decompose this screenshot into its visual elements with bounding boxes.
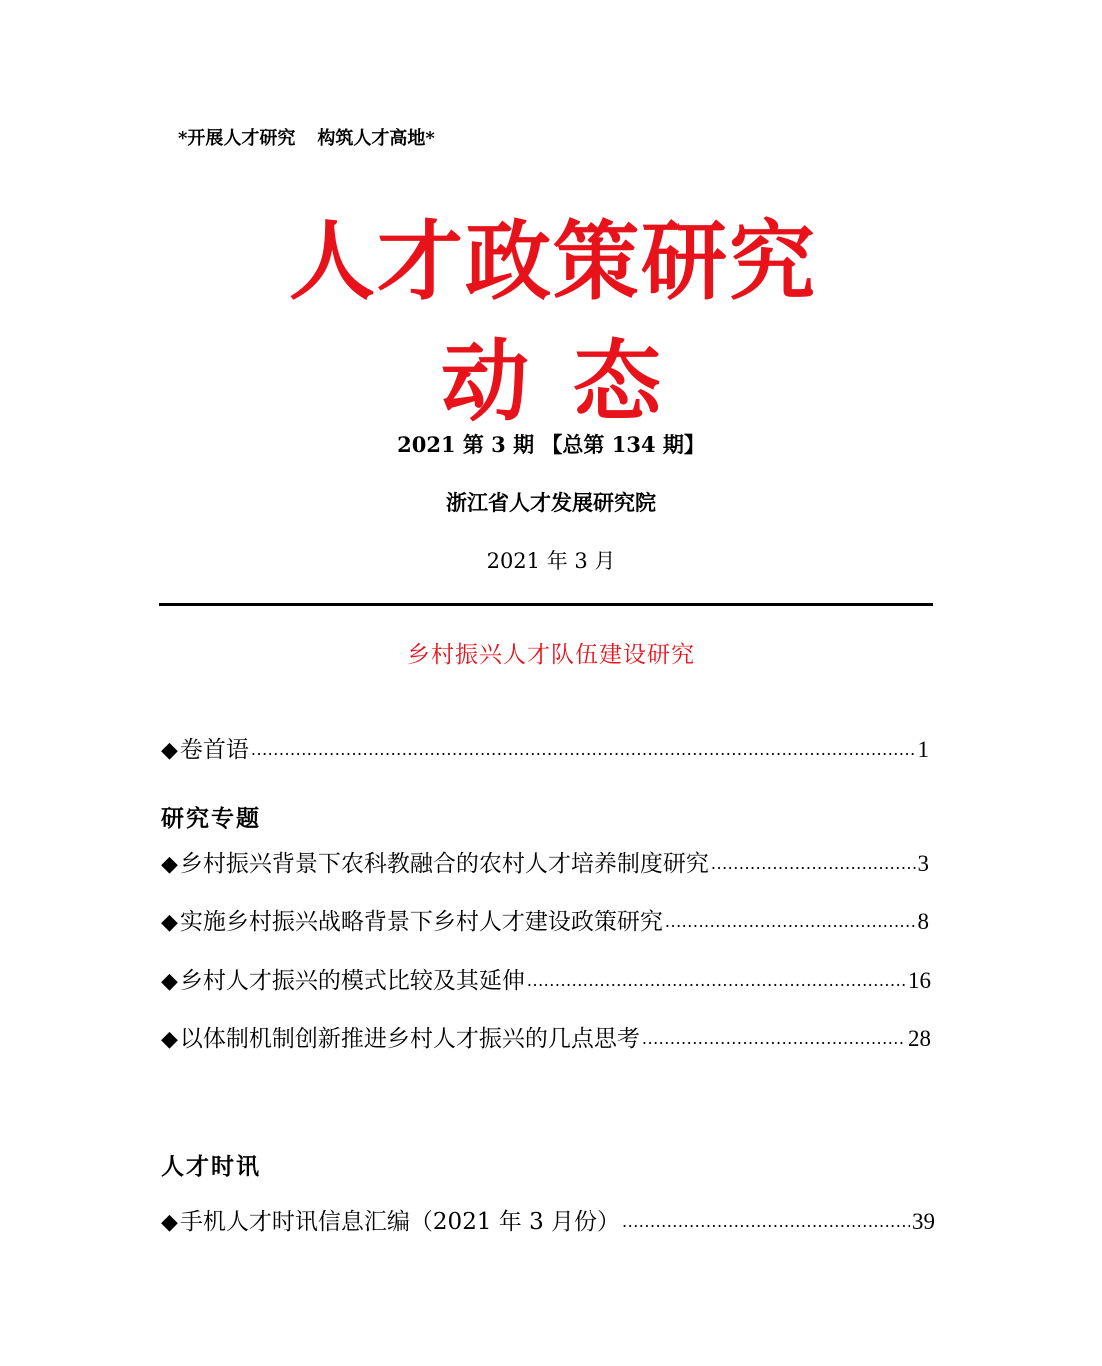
diamond-bullet-icon: ◆ bbox=[161, 1027, 178, 1052]
toc-entry-title: 手机人才时讯信息汇编（2021 年 3 月份） bbox=[179, 1209, 621, 1235]
toc-entry[interactable] bbox=[161, 962, 931, 995]
issue-theme: 乡村振兴人才队伍建设研究 bbox=[407, 642, 695, 668]
diamond-bullet-icon: ◆ bbox=[161, 969, 178, 994]
toc-entry-page: 28 bbox=[908, 1026, 931, 1051]
publisher-organization: 浙江省人才发展研究院 bbox=[446, 490, 656, 515]
slogan bbox=[178, 124, 435, 150]
toc-entry-title: 乡村振兴背景下农科教融合的农村人才培养制度研究 bbox=[179, 851, 709, 877]
journal-title-line-1: 人才政策研究 bbox=[289, 211, 817, 312]
toc-entry-title: 实施乡村振兴战略背景下乡村人才建设政策研究 bbox=[179, 909, 663, 935]
toc-entry[interactable] bbox=[161, 1020, 931, 1053]
toc-entry-preface[interactable] bbox=[161, 731, 929, 764]
dot-leader bbox=[622, 1206, 910, 1229]
section-heading-news: 人才时讯 bbox=[161, 1153, 261, 1180]
dot-leader bbox=[251, 734, 916, 757]
diamond-bullet-icon: ◆ bbox=[161, 1210, 178, 1235]
diamond-bullet-icon: ◆ bbox=[161, 852, 178, 877]
toc-entry[interactable] bbox=[161, 1203, 935, 1236]
section-heading-research: 研究专题 bbox=[161, 805, 261, 832]
journal-title-line-2: 动态 bbox=[440, 329, 705, 433]
toc-entry-page: 39 bbox=[912, 1209, 935, 1234]
issue-number: 2021 第 3 期 【总第 134 期】 bbox=[397, 432, 705, 457]
dot-leader bbox=[711, 848, 916, 871]
slogan-right: 构筑人才高地* bbox=[317, 128, 435, 149]
diamond-bullet-icon: ◆ bbox=[161, 910, 178, 935]
dot-leader bbox=[527, 965, 906, 988]
toc-entry[interactable] bbox=[161, 903, 929, 936]
dot-leader bbox=[665, 906, 916, 929]
toc-entry-title: 以体制机制创新推进乡村人才振兴的几点思考 bbox=[179, 1026, 640, 1052]
publication-date: 2021 年 3 月 bbox=[486, 549, 616, 573]
diamond-bullet-icon: ◆ bbox=[161, 738, 178, 763]
toc-entry-page: 8 bbox=[917, 909, 929, 934]
toc-entry-page: 16 bbox=[908, 968, 931, 993]
dot-leader bbox=[642, 1023, 906, 1046]
toc-entry-title: 乡村人才振兴的模式比较及其延伸 bbox=[179, 968, 525, 994]
toc-entry-title: 卷首语 bbox=[179, 737, 249, 763]
slogan-left: *开展人才研究 bbox=[178, 128, 296, 149]
toc-entry-page: 1 bbox=[917, 737, 929, 762]
toc-entry[interactable] bbox=[161, 845, 929, 878]
horizontal-divider bbox=[159, 603, 933, 606]
toc-entry-page: 3 bbox=[917, 851, 929, 876]
